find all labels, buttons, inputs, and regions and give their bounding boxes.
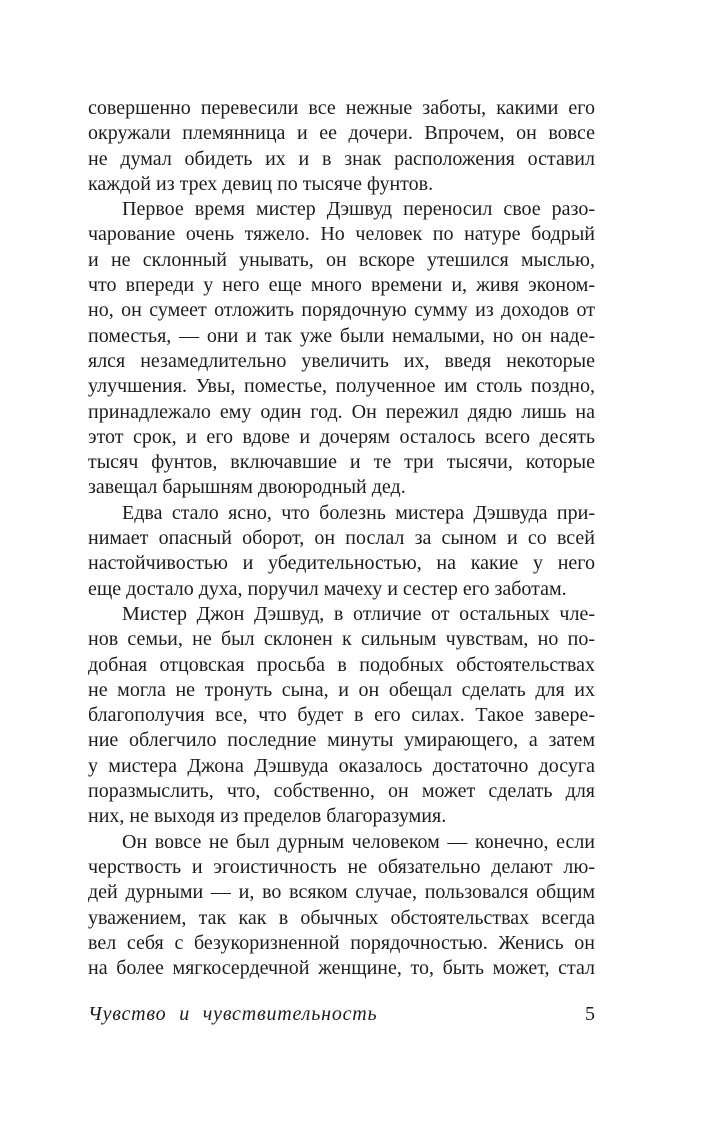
text-line: нимает опасный оборот, он послал за сыном и со всей [88, 527, 595, 550]
text-line: каждой из трех девиц по тысяче фунтов. [88, 172, 434, 195]
text-line: поразмыслить, что, собственно, он может сделать для [88, 780, 595, 803]
text-line: уважением, так как в обычных обстоятельствах всегда [88, 906, 595, 929]
text-line: черствость и эгоистичность не обязательно делают лю- [88, 855, 595, 878]
text-line: совершенно перевесили все нежные заботы, какими его [88, 97, 595, 119]
text-line: улучшения. Увы, поместье, полученное им столь поздно, [88, 375, 595, 398]
page-footer [88, 1003, 595, 1026]
text-line: ялся незамедлительно увеличить их, введя некоторые [88, 349, 595, 372]
text-line: принадлежало ему один год. Он пережил дядю лишь на [88, 400, 595, 423]
text-line: Едва стало ясно, что болезнь мистера Дэшвуда при- [122, 501, 595, 524]
text-line: не могла не тронуть сына, и он обещал сделать для их [88, 678, 595, 701]
text-line: настойчивостью и убедительностью, на какие у него [88, 552, 595, 575]
text-line: чарование очень тяжело. Но человек по натуре бодрый [88, 223, 595, 246]
page-number: 5 [585, 1003, 595, 1025]
text-line: еще достало духа, поручил мачеху и сестер его заботам. [88, 577, 567, 600]
text-line: тысяч фунтов, включавшие и те три тысячи, которые [88, 451, 595, 474]
text-line: благополучия все, что будет в его силах. Такое завере- [88, 704, 595, 727]
text-line: дей дурными — и, во всяком случае, пользовался общим [88, 881, 595, 904]
text-line: поместья, — они и так уже были немалыми, но он наде- [88, 324, 595, 347]
text-line: ние облегчило последние минуты умирающего, а затем [88, 729, 595, 752]
text-block [88, 96, 595, 981]
text-line: окружали племянница и ее дочери. Впрочем, он вовсе [88, 122, 595, 145]
text-line: них, не выходя из пределов благоразумия. [88, 805, 447, 828]
text-line: у мистера Джона Дэшвуда оказалось достаточно досуга [88, 754, 595, 777]
text-line: завещал барышням двоюродный дед. [88, 476, 406, 499]
text-line: Он вовсе не был дурным человеком — конечно, если [122, 830, 595, 853]
text-line: нов семьи, не был склонен к сильным чувствам, но по- [88, 628, 595, 651]
running-title: Чувство и чувствительность [88, 1003, 378, 1025]
text-line: Мистер Джон Дэшвуд, в отличие от остальных чле- [122, 602, 595, 625]
text-line: на более мягкосердечной женщине, то, быть может, стал [88, 957, 595, 980]
text-line: не думал обидеть их и в знак расположения оставил [88, 147, 595, 170]
text-line: Первое время мистер Дэшвуд переносил свое разо- [122, 198, 595, 221]
text-line: что впереди у него еще много времени и, живя эконом- [88, 274, 595, 297]
text-line: вел себя с безукоризненной порядочностью. Женись он [88, 931, 595, 954]
text-line: и не склонный унывать, он вскоре утешился мыслью, [88, 248, 595, 271]
text-line: но, он сумеет отложить порядочную сумму из доходов от [88, 299, 595, 322]
text-line: этот срок, и его вдове и дочерям осталось всего десять [88, 425, 595, 448]
text-line: добная отцовская просьба в подобных обстоятельствах [88, 653, 595, 676]
